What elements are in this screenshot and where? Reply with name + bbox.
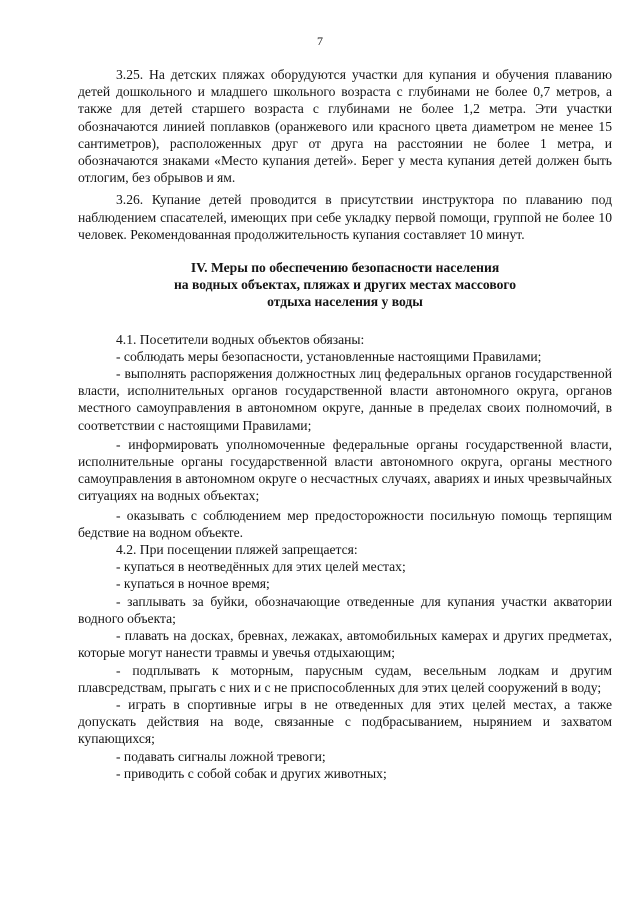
section-heading-line-2: на водных объектах, пляжах и других местах массового <box>173 277 517 293</box>
list-item: - плавать на досках, бревнах, лежаках, автомобильных камерах и других предметах, которые могут нанести травмы и увечья отдыхающим; <box>78 628 612 661</box>
list-item: - оказывать с соблюдением мер предосторожности посильную помощь терпящим бедствие на водном объекте. <box>78 507 612 540</box>
section-4-2 <box>78 541 612 782</box>
section-heading-line-3: отдыха населения у воды <box>267 294 423 310</box>
list-item: - выполнять распоряжения должностных лиц федеральных органов государственной власти, исполнительных органов государственной власти автономного округа, органов местного самоуправления в автономном округе, данные в пределах своих полномочий, в соответствии с настоящими Правилами; <box>78 366 612 433</box>
list-item: - подплывать к моторным, парусным судам, весельным лодкам и другим плавсредствам, прыгать с них и с не приспособленных для этих целей сооружений в воду; <box>78 662 612 695</box>
section-4-1 <box>78 331 612 541</box>
list-item: - приводить с собой собак и других животных; <box>116 765 387 781</box>
paragraph-3-25: 3.25. На детских пляжах оборудуются участки для купания и обучения плаванию детей дошкольного и младшего школьного возраста с глубинами не более 0,7 метров, а также для детей старшего возраста с глубинами не более 1,2 метра. Эти участки обозначаются линией поплавков (оранжевого или красного цвета диаметром не менее 15 сантиметров), расположенных друг от друга на расстоянии не более 1 метра, и обозначаются знаками «Место купания детей». Берег у места купания детей должен быть отлогим, без обрывов и ям. <box>78 67 612 186</box>
list-item: - соблюдать меры безопасности, установленные настоящими Правилами; <box>116 348 542 364</box>
section-4-2-intro: 4.2. При посещении пляжей запрещается: <box>116 542 358 558</box>
list-item: - заплывать за буйки, обозначающие отведенные для купания участки акватории водного объекта; <box>78 593 612 626</box>
section-4-1-intro: 4.1. Посетители водных объектов обязаны: <box>116 331 365 347</box>
document-body <box>78 66 612 782</box>
section-heading-line-1: IV. Меры по обеспечению безопасности населения <box>190 260 500 276</box>
list-item: - информировать уполномоченные федеральные органы государственной власти, исполнительные органы государственной власти автономного округа, органы местного самоуправления в автономном округе о несчастных случаях, авариях и иных чрезвычайных ситуациях на водных объектах; <box>78 436 612 504</box>
list-item: - купаться в неотведённых для этих целей местах; <box>116 559 406 575</box>
page-number: 7 <box>317 34 323 48</box>
list-item: - купаться в ночное время; <box>116 576 270 592</box>
list-item: - подавать сигналы ложной тревоги; <box>116 748 326 764</box>
paragraph-3-26: 3.26. Купание детей проводится в присутствии инструктора по плаванию под наблюдением спасателей, имеющих при себе укладку первой помощи, группой не более 10 человек. Рекомендованная продолжительность купания составляет 10 минут. <box>78 192 612 242</box>
list-item: - играть в спортивные игры в не отведенных для этих целей местах, а также допускать действия на воде, связанные с подбрасыванием, нырянием и захватом купающихся; <box>78 696 612 747</box>
section-heading <box>78 259 612 311</box>
